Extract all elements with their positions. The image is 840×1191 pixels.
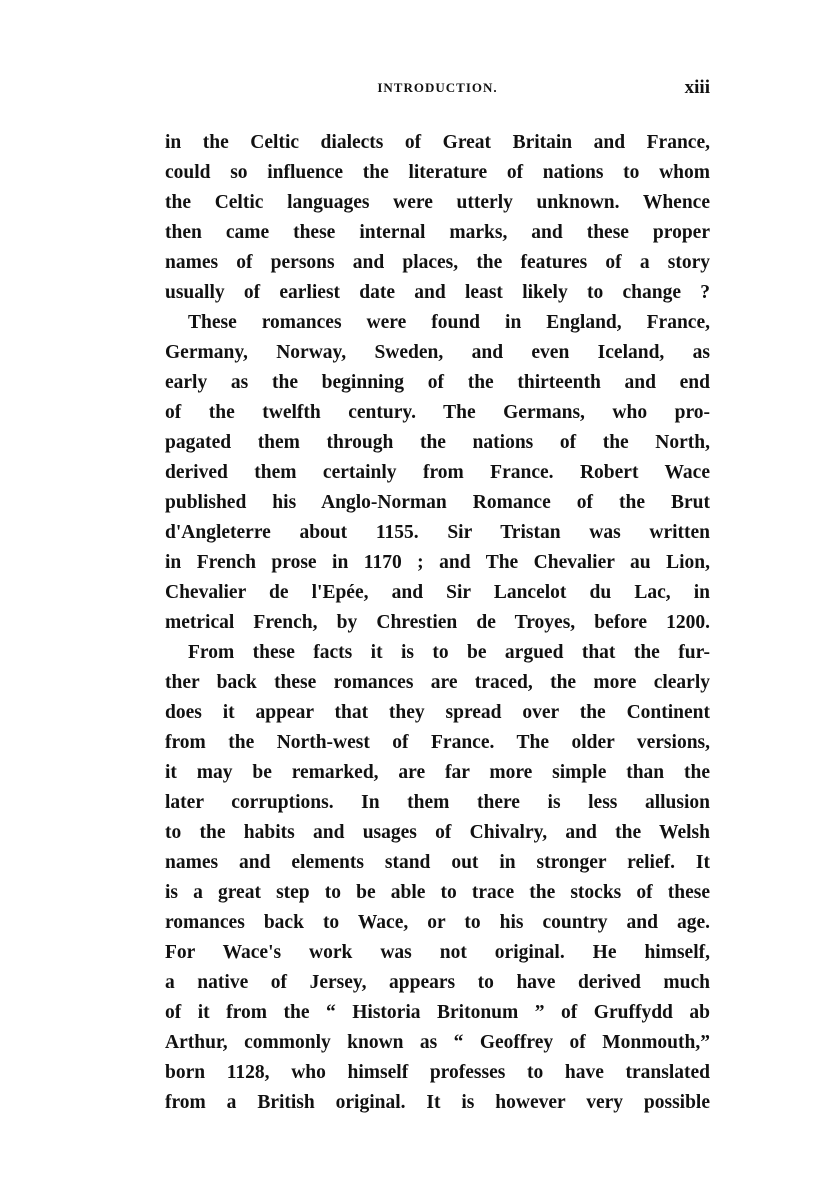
paragraph-first-line: These romances were found in England, France, [188,312,710,333]
running-head [165,77,710,102]
text-line: usually of earliest date and least likely to change ? [165,282,710,303]
text-line: Chevalier de l'Epée, and Sir Lancelot du Lac, in [165,582,710,603]
text-line: early as the beginning of the thirteenth and end [165,372,710,393]
text-line: of the twelfth century. The Germans, who pro- [165,402,710,423]
text-line: is a great step to be able to trace the stocks of these [165,882,710,903]
text-line: published his Anglo-Norman Romance of the Brut [165,492,710,513]
text-line: ther back these romances are traced, the more clearly [165,672,710,693]
text-line: in the Celtic dialects of Great Britain and France, [165,132,710,153]
text-line: Arthur, commonly known as “ Geoffrey of Monmouth,” [165,1032,710,1053]
body-text [165,128,710,1118]
text-line: from the North-west of France. The older versions, [165,732,710,753]
text-line: d'Angleterre about 1155. Sir Tristan was written [165,522,710,543]
text-line: does it appear that they spread over the Continent [165,702,710,723]
text-line: names and elements stand out in stronger relief. It [165,852,710,873]
text-line: of it from the “ Historia Britonum ” of Gruffydd ab [165,1002,710,1023]
page-number: xiii [684,77,710,98]
text-line: to the habits and usages of Chivalry, and the Welsh [165,822,710,843]
text-line: derived them certainly from France. Robert Wace [165,462,710,483]
text-line: in French prose in 1170 ; and The Chevalier au Lion, [165,552,710,573]
text-line: could so influence the literature of nations to whom [165,162,710,183]
text-line: For Wace's work was not original. He himself, [165,942,710,963]
text-line: then came these internal marks, and these proper [165,222,710,243]
text-line: later corruptions. In them there is less allusion [165,792,710,813]
text-line: romances back to Wace, or to his country and age. [165,912,710,933]
text-line: a native of Jersey, appears to have derived much [165,972,710,993]
paragraph-first-line: From these facts it is to be argued that the fur- [188,642,710,663]
text-line: names of persons and places, the features of a story [165,252,710,273]
text-line: the Celtic languages were utterly unknown. Whence [165,192,710,213]
text-line: Germany, Norway, Sweden, and even Iceland, as [165,342,710,363]
text-line: it may be remarked, are far more simple than the [165,762,710,783]
text-line: metrical French, by Chrestien de Troyes, before 1200. [165,612,710,633]
running-title: INTRODUCTION. [377,80,498,95]
text-line: from a British original. It is however very possible [165,1092,710,1113]
text-line: born 1128, who himself professes to have translated [165,1062,710,1083]
text-line: pagated them through the nations of the North, [165,432,710,453]
